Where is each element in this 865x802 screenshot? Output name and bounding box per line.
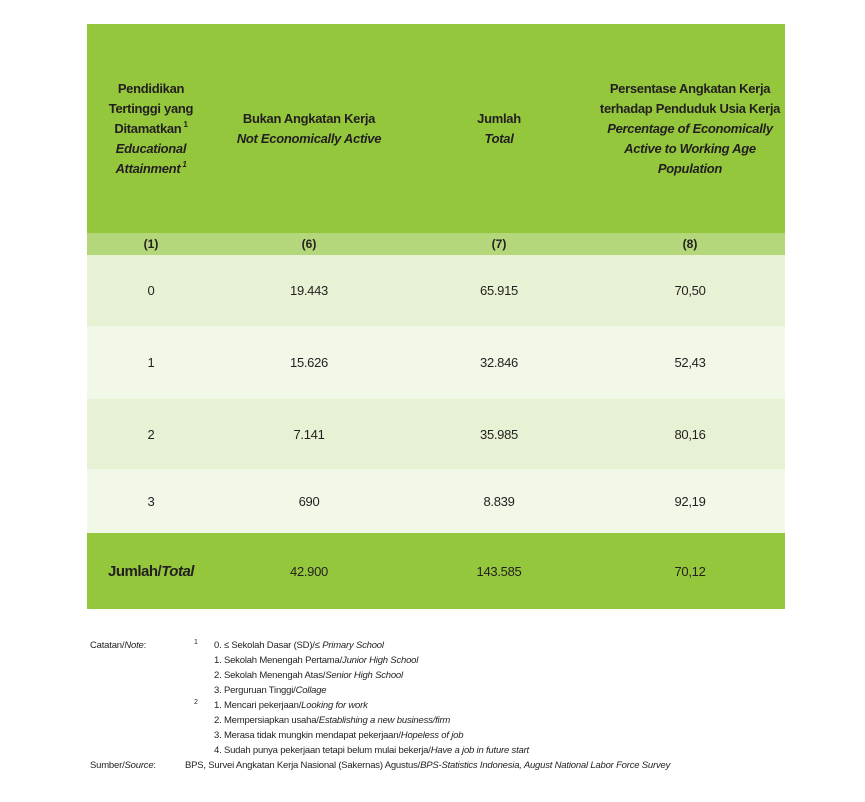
header-text-en: Total	[484, 130, 514, 146]
total-label-en: Total	[161, 562, 194, 580]
cell-percentage: 52,43	[674, 355, 706, 370]
footnote-marker: 1	[182, 160, 187, 170]
source-label: Sumber/Source:	[90, 760, 156, 771]
header-text-en: Population	[657, 160, 723, 176]
note-label: Catatan/Note:	[90, 640, 147, 651]
note-line: 1. Sekolah Menengah Pertama/Junior High School	[214, 655, 419, 666]
cell-education: 3	[147, 493, 155, 509]
note-line: 1. Mencari pekerjaan/Looking for work	[214, 700, 368, 711]
header-text-en: Attainment	[115, 160, 181, 176]
note-line: 2. Sekolah Menengah Atas/Senior High School	[214, 670, 403, 681]
header-text: Bukan Angkatan Kerja	[242, 110, 376, 126]
header-text-en: Active to Working Age	[624, 140, 756, 156]
footnote-marker: 1	[194, 639, 198, 646]
cell-education: 1	[147, 355, 155, 370]
column-number: (6)	[301, 237, 317, 251]
note-line: 3. Merasa tidak mungkin mendapat pekerjaan/Hopeless of job	[214, 730, 464, 741]
cell-education: 2	[147, 426, 155, 442]
note-line: 0. ≤ Sekolah Dasar (SD)/≤ Primary School	[214, 640, 384, 651]
cell-total: 32.846	[480, 355, 518, 370]
note-line: 4. Sudah punya pekerjaan tetapi belum mulai bekerja/Have a job in future start	[214, 745, 530, 756]
table-header	[87, 24, 785, 233]
column-number: (8)	[682, 237, 698, 251]
footnote-marker: 2	[194, 699, 198, 706]
footnote-marker: 1	[183, 120, 188, 130]
cell-total: 143.585	[476, 563, 522, 579]
cell-not-active: 19.443	[290, 283, 328, 298]
cell-not-active: 7.141	[293, 426, 325, 442]
column-number: (7)	[491, 237, 507, 251]
cell-percentage: 70,12	[674, 563, 706, 579]
header-educational-attainment	[87, 24, 215, 233]
cell-not-active: 690	[298, 493, 320, 509]
cell-total: 65.915	[480, 283, 518, 298]
column-number: (1)	[143, 237, 159, 251]
header-text: Ditamatkan	[114, 120, 182, 136]
table-row	[87, 326, 785, 399]
cell-education: 0	[147, 283, 155, 298]
header-text: Persentase Angkatan Kerja	[609, 80, 771, 96]
header-text: Tertinggi yang	[108, 100, 194, 116]
table-row	[87, 469, 785, 533]
cell-percentage: 80,16	[674, 426, 706, 442]
header-text-en: Educational	[115, 140, 187, 156]
cell-total: 8.839	[483, 493, 515, 509]
note-line: 3. Perguruan Tinggi/Collage	[214, 685, 327, 696]
header-not-economically-active	[215, 24, 403, 233]
header-text: Pendidikan	[117, 80, 185, 96]
header-text-en: Percentage of Economically	[607, 120, 773, 136]
column-number-row	[87, 233, 785, 255]
header-text-en: Not Economically Active	[236, 130, 382, 146]
source-text: BPS, Survei Angkatan Kerja Nasional (Sakernas) Agustus/BPS-Statistics Indonesia, August National Labor Force Survey	[185, 760, 671, 771]
table-row	[87, 399, 785, 469]
table-row	[87, 255, 785, 326]
cell-not-active: 42.900	[290, 563, 328, 579]
total-row	[87, 533, 785, 609]
total-label-id: Jumlah/	[108, 562, 162, 580]
header-text: Jumlah	[477, 110, 521, 126]
note-line: 2. Mempersiapkan usaha/Establishing a new business/firm	[214, 715, 451, 726]
cell-percentage: 92,19	[674, 493, 706, 509]
header-text: terhadap Penduduk Usia Kerja	[599, 100, 781, 116]
header-total	[403, 24, 595, 233]
total-label	[87, 533, 215, 609]
header-percentage	[595, 24, 785, 233]
cell-not-active: 15.626	[290, 355, 328, 370]
data-table	[87, 24, 785, 609]
cell-percentage: 70,50	[674, 283, 706, 298]
cell-total: 35.985	[480, 426, 518, 442]
